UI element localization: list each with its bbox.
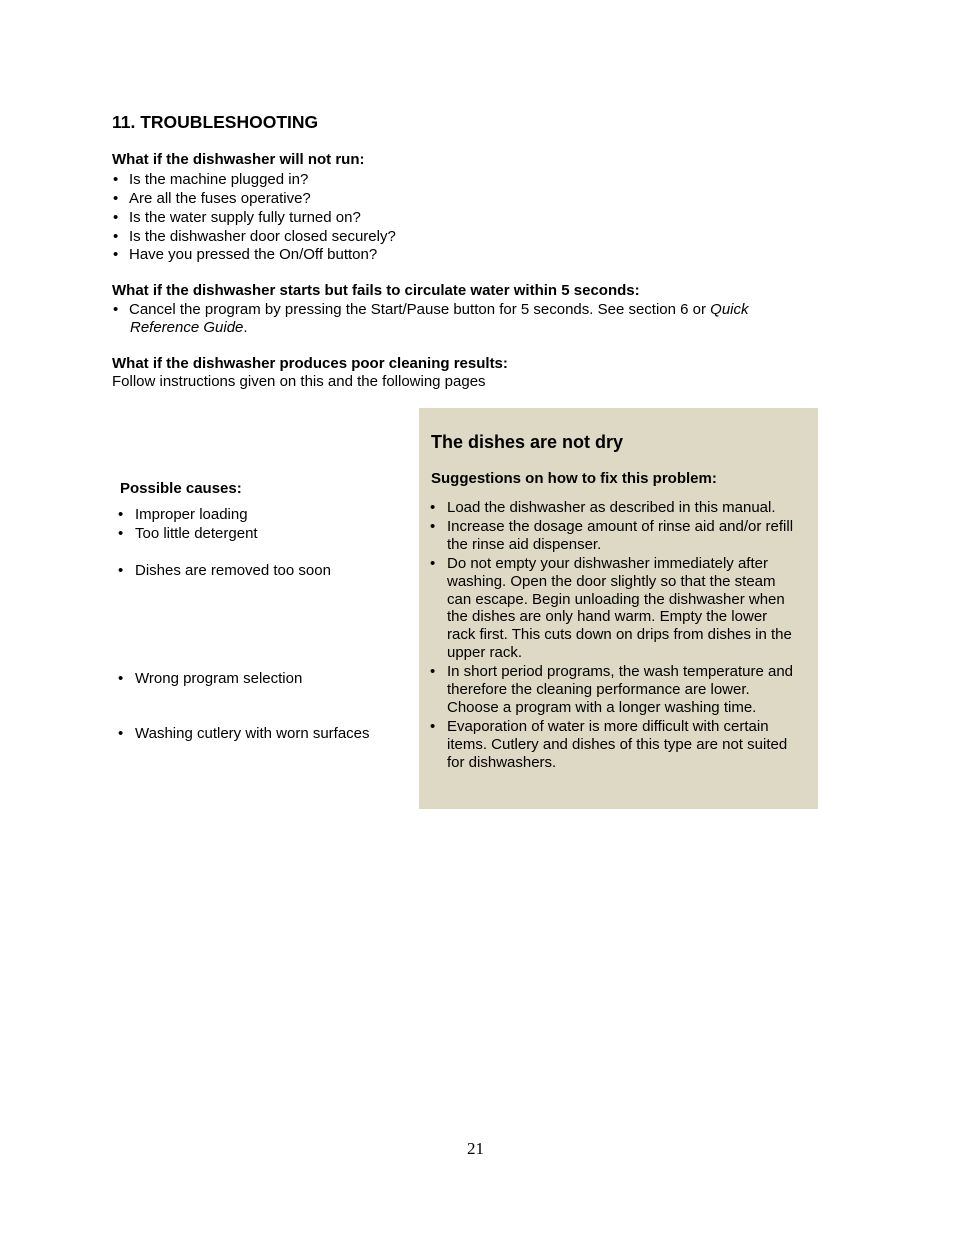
suggestion-line: Evaporation of water is more difficult with certain bbox=[447, 718, 769, 735]
bullet: • bbox=[430, 663, 436, 680]
suggestion-line: Choose a program with a longer washing time. bbox=[447, 699, 757, 716]
cause-item: Dishes are removed too soon bbox=[135, 562, 331, 579]
bullet: • bbox=[118, 670, 124, 687]
suggestion-line: In short period programs, the wash temperature and bbox=[447, 663, 794, 680]
bullet: • bbox=[430, 718, 436, 735]
bullet: • bbox=[118, 506, 124, 523]
cause-item: Washing cutlery with worn surfaces bbox=[135, 725, 370, 742]
q2-item-line1 bbox=[129, 301, 749, 319]
bullet: • bbox=[118, 525, 124, 542]
cause-item: Improper loading bbox=[135, 506, 248, 523]
suggestion-line: can escape. Begin unloading the dishwasher when bbox=[447, 591, 785, 608]
suggestion-line: the rinse aid dispenser. bbox=[447, 536, 602, 553]
q3-text: Follow instructions given on this and the following pages bbox=[112, 373, 486, 390]
q2-item-line2 bbox=[130, 319, 248, 337]
q2-heading: What if the dishwasher starts but fails to circulate water within 5 seconds: bbox=[112, 282, 640, 299]
q2-item-end: . bbox=[243, 319, 248, 336]
q2-item-text: Cancel the program by pressing the Start/Pause button for 5 seconds. See section 6 or bbox=[129, 301, 711, 318]
page-number: 21 bbox=[467, 1139, 484, 1158]
bullet: • bbox=[430, 555, 436, 572]
bullet: • bbox=[113, 246, 119, 263]
q3-heading: What if the dishwasher produces poor cleaning results: bbox=[112, 355, 508, 372]
suggestion-line: items. Cutlery and dishes of this type are not suited bbox=[447, 736, 788, 753]
bullet: • bbox=[113, 171, 119, 188]
q2-item-italic: Quick bbox=[710, 301, 749, 318]
cause-item: Wrong program selection bbox=[135, 670, 303, 687]
panel-title: The dishes are not dry bbox=[431, 432, 624, 452]
q1-heading: What if the dishwasher will not run: bbox=[112, 151, 365, 168]
list-item: Is the water supply fully turned on? bbox=[129, 209, 361, 226]
bullet: • bbox=[113, 228, 119, 245]
bullet: • bbox=[430, 518, 436, 535]
list-item: Is the machine plugged in? bbox=[129, 171, 309, 188]
suggestion-line: therefore the cleaning performance are lower. bbox=[447, 681, 750, 698]
suggestion-line: washing. Open the door slightly so that the steam bbox=[447, 573, 776, 590]
list-item: Are all the fuses operative? bbox=[129, 190, 311, 207]
bullet: • bbox=[113, 301, 119, 318]
suggestion-line: for dishwashers. bbox=[447, 754, 557, 771]
bullet: • bbox=[118, 725, 124, 742]
cause-item: Too little detergent bbox=[135, 525, 258, 542]
suggestion-line: Load the dishwasher as described in this manual. bbox=[447, 499, 776, 516]
suggestion-line: Do not empty your dishwasher immediately after bbox=[447, 555, 768, 572]
suggestion-line: the dishes are only hand warm. Empty the lower bbox=[447, 608, 768, 625]
q2-item-italic: Reference Guide bbox=[130, 319, 244, 336]
list-item: Have you pressed the On/Off button? bbox=[129, 246, 378, 263]
list-item: Is the dishwasher door closed securely? bbox=[129, 228, 396, 245]
suggestion-line: rack first. This cuts down on drips from dishes in the bbox=[447, 626, 792, 643]
bullet: • bbox=[113, 190, 119, 207]
panel-subheading: Suggestions on how to fix this problem: bbox=[431, 470, 717, 487]
suggestion-line: upper rack. bbox=[447, 644, 523, 661]
suggestion-line: Increase the dosage amount of rinse aid and/or refill bbox=[447, 518, 794, 535]
bullet: • bbox=[430, 499, 436, 516]
causes-heading: Possible causes: bbox=[120, 480, 242, 497]
section-title: 11. TROUBLESHOOTING bbox=[112, 112, 319, 132]
bullet: • bbox=[113, 209, 119, 226]
bullet: • bbox=[118, 562, 124, 579]
